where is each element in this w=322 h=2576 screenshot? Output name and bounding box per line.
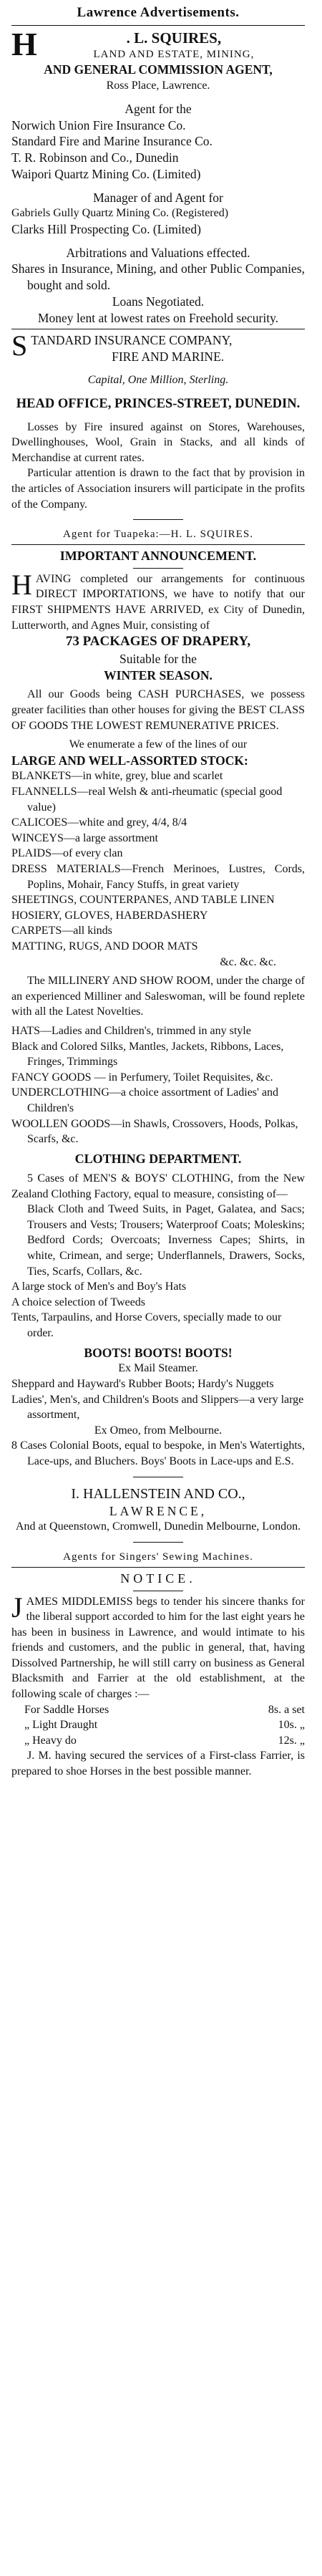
squires-agent-for: Agent for the xyxy=(125,101,192,116)
list-item: Gabriels Gully Quartz Mining Co. (Registered) xyxy=(11,207,229,220)
boots-ex-mail: Ex Mail Steamer. xyxy=(118,1362,198,1375)
charge-amount: 10s. „ xyxy=(278,1719,305,1732)
announcement-tweeds: A choice selection of Tweeds xyxy=(11,1296,145,1308)
announcement-title: IMPORTANT ANNOUNCEMENT. xyxy=(59,549,257,564)
list-item: Norwich Union Fire Insurance Co. xyxy=(11,117,186,132)
table-row xyxy=(11,1733,305,1749)
list-item: BLANKETS—in white, grey, blue and scarlet xyxy=(11,770,223,783)
firm-branches: And at Queenstown, Cromwell, Dunedin Melbourne, London. xyxy=(15,1520,301,1533)
divider xyxy=(11,544,305,545)
clothing-heading: CLOTHING DEPARTMENT. xyxy=(74,1151,242,1166)
announcement-woollen: WOOLLEN GOODS—in Shawls, Crossovers, Hoods, Polkas, Scarfs, &c. xyxy=(11,1117,298,1146)
agents-singer: Agents for Singers' Sewing Machines. xyxy=(63,1550,253,1563)
announcement-packages: 73 PACKAGES OF DRAPERY, xyxy=(65,634,251,650)
squires-name: . L. SQUIRES, xyxy=(126,29,222,47)
announcement-millinery: The MILLINERY AND SHOW ROOM, under the charge of an experienced Milliner and Saleswoman, will be found replete with all the Latest Novelties. xyxy=(11,975,305,1018)
short-rule xyxy=(133,1542,183,1543)
notice-body: AMES MIDDLEMISS begs to tender his sincere thanks for the liberal support accorded to him for the last eight years he has been in business in Lawrence, and would intimate to his friends and customers, and the public in general, that, having Dissolved Partnership, he will still carry on business as General Blacksmith and Farrier at the old establishment, at the following scale of charges :— xyxy=(11,1595,305,1701)
squires-manager-list xyxy=(11,206,305,237)
short-rule xyxy=(133,568,183,569)
boots-colonial: 8 Cases Colonial Boots, equal to bespoke, in Men's Watertights, Lace-ups, and Bluchers. Boys' Boots in Lace-ups and E.S. xyxy=(11,1439,305,1467)
list-item: T. R. Robinson and Co., Dunedin xyxy=(11,150,179,165)
charge-label: For Saddle Horses xyxy=(24,1703,109,1716)
announcement-season: WINTER SEASON. xyxy=(104,667,213,682)
squires-subtitle: LAND AND ESTATE, MINING, xyxy=(93,48,255,60)
squires-arbitrations: Arbitrations and Valuations effected. xyxy=(66,245,250,260)
divider xyxy=(11,1567,305,1568)
boots-ladies: Ladies', Men's, and Children's Boots and Slippers—a very large assortment, xyxy=(11,1393,304,1422)
table-row xyxy=(11,1717,305,1733)
standard-head-office: HEAD OFFICE, PRINCES-STREET, DUNEDIN. xyxy=(16,396,301,411)
announcement-stock-heading: LARGE AND WELL-ASSORTED STOCK: xyxy=(11,753,248,768)
list-item: SHEETINGS, COUNTERPANES, AND TABLE LINEN xyxy=(11,894,275,907)
announcement-hats-stock: A large stock of Men's and Boy's Hats xyxy=(11,1280,187,1293)
boots-heading: BOOTS! BOOTS! BOOTS! xyxy=(84,1345,233,1360)
announcement-cases: 5 Cases of MEN'S & BOYS' CLOTHING, from the New Zealand Clothing Factory, equal to measure, consisting of— xyxy=(11,1172,305,1200)
charge-label: „ Heavy do xyxy=(24,1734,77,1747)
firm-town: LAWRENCE, xyxy=(109,1503,208,1518)
stock-list xyxy=(11,768,305,954)
announcement-intro: AVING completed our arrangements for continuous DIRECT IMPORTATIONS, we have to notify that our FIRST SHIPMENTS HAVE ARRIVED, ex City of Dunedin, Lutterworth, and Agnes Muir, consisting of xyxy=(11,572,305,632)
middlemiss-notice xyxy=(11,1571,305,1780)
short-rule xyxy=(133,519,183,520)
notice-title: NOTICE. xyxy=(120,1571,196,1586)
squires-agency-list xyxy=(11,117,305,183)
table-row xyxy=(11,1702,305,1718)
announcement-fancy: FANCY GOODS — in Perfumery, Toilet Requisites, &c. xyxy=(11,1071,273,1084)
announcement-clothing-list: Black Cloth and Tweed Suits, in Paget, Galatea, and Sacs; Trousers and Vests; Trousers; Waterproof Coats; Moleskins; Bedford Cords; Overcoats; Inverness Capes; Shirts, in white, Crimean, and serge; Underflannels, Drawers, Socks, Ties, Scarfs, Collars, &c. xyxy=(27,1203,305,1278)
list-item: DRESS MATERIALS—French Merinoes, Lustres, Cords, Poplins, Mohair, Fancy Stuffs, in great variety xyxy=(11,863,305,891)
standard-losses: Losses by Fire insured against on Stores, Warehouses, Dwellinghouses, Wool, Grain in Stacks, and all kinds of Merchandise at current rates. xyxy=(11,420,305,464)
announcement-cash: All our Goods being CASH PURCHASES, we possess greater facilities than other houses for giving the BEST CLASS OF GOODS THE LOWEST REMUNERATIVE PRICES. xyxy=(11,688,305,732)
announcement-suitable: Suitable for the xyxy=(119,651,197,666)
list-item: CARPETS—all kinds xyxy=(11,925,112,937)
list-item: CALICOES—white and grey, 4/4, 8/4 xyxy=(11,816,187,829)
squires-loans: Loans Negotiated. xyxy=(112,294,205,309)
announcement-hats: HATS—Ladies and Children's, trimmed in any style xyxy=(11,1024,251,1037)
announcement-silks: Black and Colored Silks, Mantles, Jackets, Ribbons, Laces, Fringes, Trimmings xyxy=(11,1040,284,1068)
announcement-tents: Tents, Tarpaulins, and Horse Covers, specially made to our order. xyxy=(11,1311,282,1340)
squires-address: Ross Place, Lawrence. xyxy=(106,79,210,92)
boots-rubber: Sheppard and Hayward's Rubber Boots; Hardy's Nuggets xyxy=(11,1377,274,1390)
charge-amount: 12s. „ xyxy=(278,1734,305,1747)
list-item: Standard Fire and Marine Insurance Co. xyxy=(11,134,213,149)
hallenstein-ad xyxy=(11,548,305,1564)
list-item: Clarks Hill Prospecting Co. (Limited) xyxy=(11,221,201,236)
announcement-enumerate: We enumerate a few of the lines of our xyxy=(69,738,248,751)
squires-dropcap: H xyxy=(11,25,37,62)
list-item: Waipori Quartz Mining Co. (Limited) xyxy=(11,166,201,181)
title-rule xyxy=(11,25,305,26)
squires-manager-line: Manager of and Agent for xyxy=(93,190,223,205)
list-item: WINCEYS—a large assortment xyxy=(11,831,158,844)
announcement-dropcap: H xyxy=(11,568,32,601)
charge-amount: 8s. a set xyxy=(268,1703,305,1716)
boots-ex-omeo: Ex Omeo, from Melbourne. xyxy=(94,1424,223,1437)
standard-agent-line: Agent for Tuapeka:—H. L. SQUIRES. xyxy=(63,529,253,541)
squires-ad xyxy=(11,25,305,327)
standard-dropcap: S xyxy=(11,329,28,362)
list-item: PLAIDS—of every clan xyxy=(11,847,123,860)
notice-farrier: J. M. having secured the services of a First-class Farrier, is prepared to shoe Horses in the best possible manner. xyxy=(11,1750,305,1778)
squires-money: Money lent at lowest rates on Freehold security. xyxy=(37,310,279,325)
standard-line2: FIRE AND MARINE. xyxy=(112,349,225,365)
squires-commission: AND GENERAL COMMISSION AGENT, xyxy=(44,62,273,77)
standard-particular: Particular attention is drawn to the fact that by provision in the articles of Association insurers will participate in the profits of the Company. xyxy=(11,467,305,511)
standard-insurance-ad xyxy=(11,329,305,541)
announcement-underclothing: UNDERCLOTHING—a choice assortment of Ladies' and Children's xyxy=(11,1086,279,1114)
squires-shares: Shares in Insurance, Mining, and other Public Companies, bought and sold. xyxy=(11,261,305,293)
notice-dropcap: J xyxy=(11,1591,23,1624)
standard-line1: TANDARD INSURANCE COMPANY, xyxy=(31,333,233,348)
page-title: Lawrence Advertisements. xyxy=(77,5,240,20)
charge-label: „ Light Draught xyxy=(24,1719,98,1732)
charges-table xyxy=(11,1702,305,1749)
stock-etc: &c. &c. &c. xyxy=(220,955,276,968)
standard-capital: Capital, One Million, Sterling. xyxy=(87,373,229,386)
list-item: FLANNELLS—real Welsh & anti-rheumatic (special good value) xyxy=(11,786,283,814)
list-item: MATTING, RUGS, AND DOOR MATS xyxy=(11,940,198,952)
firm-name: I. HALLENSTEIN AND CO., xyxy=(71,1485,245,1502)
list-item: HOSIERY, GLOVES, HABERDASHERY xyxy=(11,909,208,922)
